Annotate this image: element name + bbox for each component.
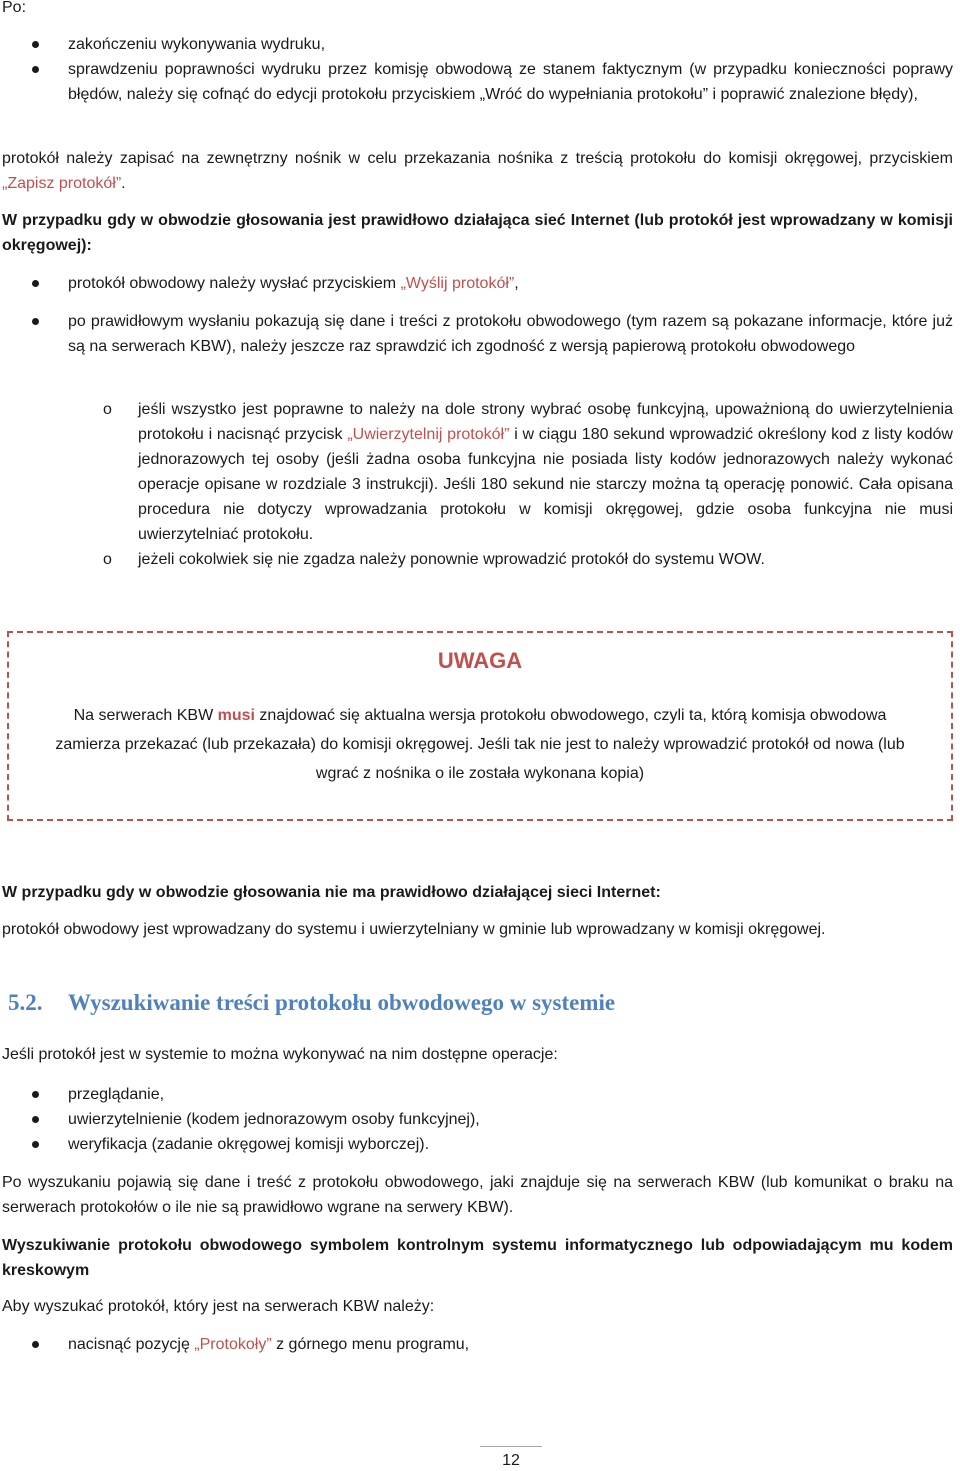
no-internet-heading: W przypadku gdy w obwodzie głosowania nie ma prawidłowo działającej sieci Internet: xyxy=(2,884,661,901)
list-item: po prawidłowym wysłaniu pokazują się dane i treści z protokołu obwodowego (tym razem są pokazane informacje, które już są na serwerach KBW), należy jeszcze raz sprawdzić ich zgodność z wersją papierową protokołu obwodowego xyxy=(0,309,953,359)
bullet-icon xyxy=(32,1141,39,1148)
bullet-icon xyxy=(32,66,39,73)
warning-text: Na serwerach KBW musi znajdować się aktualna wersja protokołu obwodowego, czyli ta, którą komisja obwodowa zamierza przekazać (lub przekazała) do komisji okręgowej. Jeśli tak nie jest to należy wprowadzić protokół od nowa (lub wgrać z nośnika o ile została wykonana kopia) xyxy=(55,707,905,782)
internet-steps-list xyxy=(0,271,953,296)
authenticate-protocol-button-ref: „Uwierzytelnij protokół” xyxy=(347,426,510,443)
page-number: 12 xyxy=(502,1452,520,1469)
barcode-search-heading: Wyszukiwanie protokołu obwodowego symbolem kontrolnym systemu informatycznego lub odpowiadającym mu kodem kreskowym xyxy=(2,1237,953,1279)
warning-title: UWAGA xyxy=(437,648,523,673)
protocols-menu-ref: „Protokoły” xyxy=(194,1336,272,1353)
bullet-icon xyxy=(32,1091,39,1098)
list-item: nacisnąć pozycję „Protokoły” z górnego menu programu, xyxy=(0,1332,953,1357)
send-protocol-button-ref: „Wyślij protokół” xyxy=(400,275,515,292)
save-paragraph: protokół należy zapisać na zewnętrzny nośnik w celu przekazania nośnika z treścią protokołu do komisji okręgowej, przyciskiem „Zapisz protokół”. xyxy=(2,150,953,192)
operations-list xyxy=(0,1082,953,1157)
list-item: uwierzytelnienie (kodem jednorazowym osoby funkcyjnej), xyxy=(0,1107,953,1132)
list-item: sprawdzeniu poprawności wydruku przez komisję obwodową ze stanem faktycznym (w przypadku konieczności poprawy błędów, należy się cofnąć do edycji protokołu przyciskiem „Wróć do wypełniania protokołu” i poprawić znalezione błędy), xyxy=(0,57,953,107)
sublist-item: o jeżeli cokolwiek się nie zgadza należy ponownie wprowadzić protokół do systemu WOW. xyxy=(0,547,953,572)
circle-bullet-icon: o xyxy=(103,401,112,418)
save-protocol-button-ref: „Zapisz protokół” xyxy=(2,175,122,192)
list-item: protokół obwodowy należy wysłać przyciskiem „Wyślij protokół”, xyxy=(0,271,953,296)
circle-bullet-icon: o xyxy=(103,551,112,568)
internet-case-heading: W przypadku gdy w obwodzie głosowania jest prawidłowo działająca sieć Internet (lub protokół jest wprowadzany w komisji okręgowej): xyxy=(2,212,953,254)
intro-text: Po: xyxy=(2,0,27,16)
sublist-item: o jeśli wszystko jest poprawne to należy na dole strony wybrać osobę funkcyjną, upoważnioną do uwierzytelnienia protokołu i nacisnąć przycisk „Uwierzytelnij protokół” i w ciągu 180 sekund wprowadzić określony kod z listy kodów jednorazowych tej osoby (jeśli żadna osoba funkcyjna nie posiada listy kodów jednorazowych należy wykonać operacje opisane w rozdziale 3 instrukcji). Jeśli 180 sekund nie starczy można tą operację ponowić. Cała opisana procedura nie dotyczy wprowadzania protokołu w komisji okręgowej, gdzie osoba funkcyjna nie musi uwierzytelniać protokołu. xyxy=(0,397,953,547)
list-item: przeglądanie, xyxy=(0,1082,953,1107)
search-result-paragraph: Po wyszukaniu pojawią się dane i treść z protokołu obwodowego, jaki znajduje się na serwerach KBW (lub komunikat o braku na serwerach protokołów o ile nie są prawidłowo wgrane na serwery KBW). xyxy=(2,1174,953,1216)
completion-steps-list xyxy=(0,32,953,107)
search-steps-list xyxy=(0,1332,953,1357)
operations-intro: Jeśli protokół jest w systemie to można wykonywać na nim dostępne operacje: xyxy=(2,1046,558,1063)
bullet-icon xyxy=(32,1341,39,1348)
no-internet-paragraph: protokół obwodowy jest wprowadzany do systemu i uwierzytelniany w gminie lub wprowadzany w komisji okręgowej. xyxy=(2,921,826,938)
section-title: Wyszukiwanie treści protokołu obwodowego w systemie xyxy=(68,990,616,1015)
warning-emphasis: musi xyxy=(217,707,255,724)
bullet-icon xyxy=(32,41,39,48)
verification-sublist xyxy=(0,397,953,572)
section-heading xyxy=(8,990,948,1016)
bullet-icon xyxy=(32,1116,39,1123)
footer-divider xyxy=(480,1446,542,1447)
bullet-icon xyxy=(32,318,39,325)
list-item: zakończeniu wykonywania wydruku, xyxy=(0,32,953,57)
internet-steps-list-cont xyxy=(0,309,953,359)
back-to-edit-button-ref: „Wróć do wypełniania protokołu” xyxy=(479,86,709,103)
search-instructions-intro: Aby wyszukać protokół, który jest na serwerach KBW należy: xyxy=(2,1298,435,1315)
bullet-icon xyxy=(32,280,39,287)
list-item: weryfikacja (zadanie okręgowej komisji wyborczej). xyxy=(0,1132,953,1157)
section-number: 5.2. xyxy=(8,990,43,1015)
